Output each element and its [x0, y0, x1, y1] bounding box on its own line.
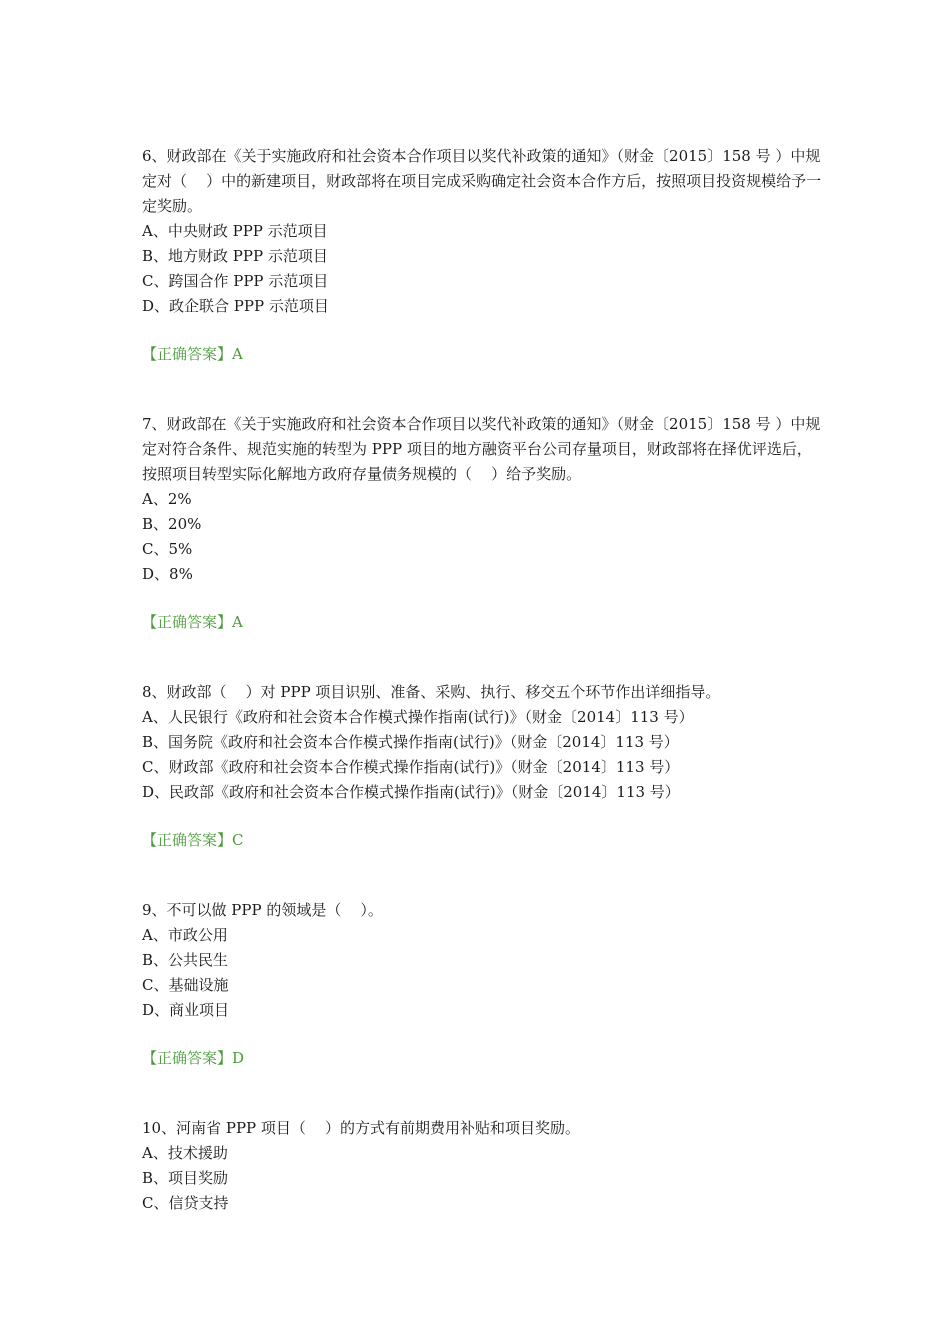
correct-answer: 【正确答案】A [142, 345, 243, 363]
option-d: D、8% [142, 565, 193, 583]
option-b: B、地方财政 PPP 示范项目 [142, 247, 328, 265]
spacer [142, 367, 822, 412]
question-text: 8、财政部（ ）对 PPP 项目识别、准备、采购、执行、移交五个环节作出详细指导。 [142, 683, 721, 701]
correct-answer: 【正确答案】D [142, 1049, 245, 1067]
option-c: C、信贷支持 [142, 1194, 229, 1212]
option-a: A、技术援助 [142, 1144, 228, 1162]
option-c: C、基础设施 [142, 976, 229, 994]
option-b: B、20% [142, 515, 202, 533]
spacer [142, 853, 822, 898]
question-text: 9、不可以做 PPP 的领域是（ ）。 [142, 901, 383, 919]
question-10 [142, 1116, 822, 1216]
option-d: D、商业项目 [142, 1001, 230, 1019]
question-list [142, 144, 822, 1216]
option-b: B、公共民生 [142, 951, 229, 969]
question-8 [142, 680, 822, 853]
question-text: 10、河南省 PPP 项目（ ）的方式有前期费用补贴和项目奖励。 [142, 1119, 580, 1137]
correct-answer: 【正确答案】C [142, 831, 244, 849]
option-d: D、民政部《政府和社会资本合作模式操作指南(试行)》（财金〔2014〕113 号） [142, 783, 680, 801]
option-d: D、政企联合 PPP 示范项目 [142, 297, 329, 315]
option-a: A、2% [142, 490, 192, 508]
question-text: 6、财政部在《关于实施政府和社会资本合作项目以奖代补政策的通知》（财金〔2015〕158 号 ）中规定对（ ）中的新建项目，财政部将在项目完成采购确定社会资本合作方后，按照项目投资规模给予一定奖励。 [142, 147, 822, 215]
question-7 [142, 412, 822, 635]
question-text: 7、财政部在《关于实施政府和社会资本合作项目以奖代补政策的通知》（财金〔2015〕158 号 ）中规定对符合条件、规范实施的转型为 PPP 项目的地方融资平台公司存量项目，财政部将在择优评选后，按照项目转型实际化解地方政府存量债务规模的（ ）给予奖励。 [142, 415, 821, 483]
option-c: C、财政部《政府和社会资本合作模式操作指南(试行)》（财金〔2014〕113 号） [142, 758, 680, 776]
spacer [142, 1071, 822, 1116]
option-b: B、项目奖励 [142, 1169, 229, 1187]
option-a: A、中央财政 PPP 示范项目 [142, 222, 328, 240]
option-a: A、人民银行《政府和社会资本合作模式操作指南(试行)》（财金〔2014〕113 号） [142, 708, 694, 726]
option-c: C、5% [142, 540, 193, 558]
option-b: B、国务院《政府和社会资本合作模式操作指南(试行)》（财金〔2014〕113 号） [142, 733, 679, 751]
question-6 [142, 144, 822, 367]
option-a: A、市政公用 [142, 926, 228, 944]
question-9 [142, 898, 822, 1071]
spacer [142, 635, 822, 680]
correct-answer: 【正确答案】A [142, 613, 243, 631]
option-c: C、跨国合作 PPP 示范项目 [142, 272, 329, 290]
